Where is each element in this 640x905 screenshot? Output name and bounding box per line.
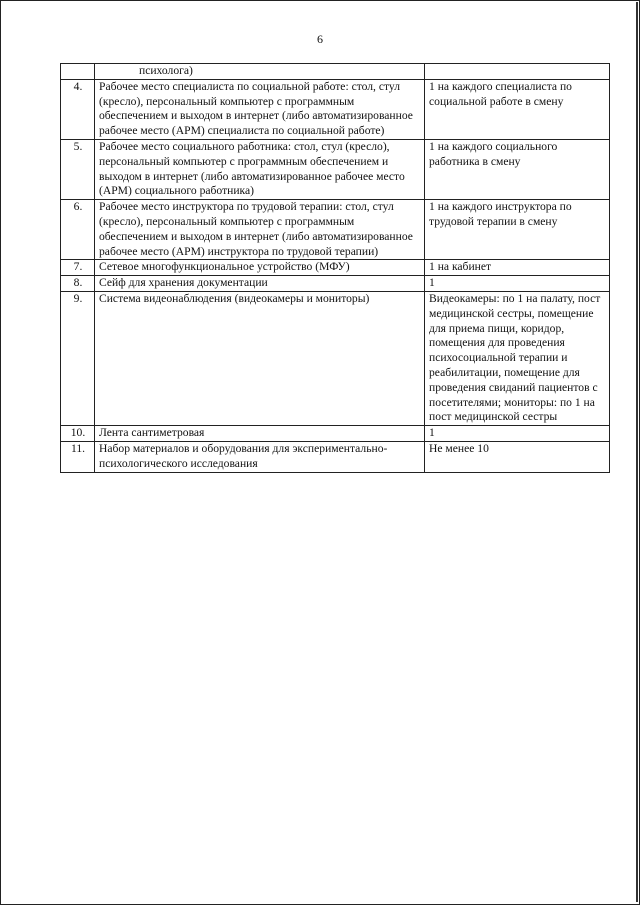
equipment-quantity: 1 на кабинет (425, 260, 610, 276)
equipment-name: Рабочее место специалиста по социальной работе: стол, стул (кресло), персональный компьютер с программным обеспечением и выходом в интернет (либо автоматизированное рабочее место (АРМ) специалиста по социальной работе) (95, 79, 425, 139)
equipment-name: Сетевое многофункциональное устройство (МФУ) (95, 260, 425, 276)
equipment-name-continuation: психолога) (139, 64, 193, 77)
table-row (61, 79, 610, 139)
row-number: 6. (61, 200, 95, 260)
equipment-quantity: 1 (425, 426, 610, 442)
equipment-quantity (425, 64, 610, 80)
equipment-name: Сейф для хранения документации (95, 276, 425, 292)
row-number: 5. (61, 139, 95, 199)
equipment-quantity: Видеокамеры: по 1 на палату, пост медицинской сестры, помещение для приема пищи, коридор, помещения для проведения психосоциальной терапии и реабилитации, помещение для проведения свиданий пациентов с посетителями; мониторы: по 1 на пост медицинской сестры (425, 291, 610, 425)
row-number: 10. (61, 426, 95, 442)
table-row (61, 200, 610, 260)
row-number: 9. (61, 291, 95, 425)
equipment-quantity: 1 (425, 276, 610, 292)
table-row (61, 426, 610, 442)
equipment-name: Рабочее место социального работника: стол, стул (кресло), персональный компьютер с программным обеспечением и выходом в интернет (либо автоматизированное рабочее место (АРМ) социального работника) (95, 139, 425, 199)
equipment-quantity: 1 на каждого инструктора по трудовой терапии в смену (425, 200, 610, 260)
table-row (61, 260, 610, 276)
equipment-name: Набор материалов и оборудования для экспериментально-психологического исследования (95, 441, 425, 472)
equipment-name: Лента сантиметровая (95, 426, 425, 442)
equipment-table (60, 63, 610, 473)
table-row (61, 139, 610, 199)
equipment-name: Рабочее место инструктора по трудовой терапии: стол, стул (кресло), персональный компьютер с программным обеспечением и выходом в интернет (либо автоматизированное рабочее место (АРМ) инструктора по трудовой терапии) (95, 200, 425, 260)
equipment-name (95, 64, 425, 80)
equipment-quantity: Не менее 10 (425, 441, 610, 472)
equipment-quantity: 1 на каждого специалиста по социальной работе в смену (425, 79, 610, 139)
equipment-name: Система видеонаблюдения (видеокамеры и мониторы) (95, 291, 425, 425)
page-number: 6 (317, 32, 323, 46)
row-number: 11. (61, 441, 95, 472)
row-number: 8. (61, 276, 95, 292)
row-number: 7. (61, 260, 95, 276)
table-row (61, 276, 610, 292)
equipment-quantity: 1 на каждого социального работника в смену (425, 139, 610, 199)
table-row (61, 441, 610, 472)
scan-edge-line (636, 2, 638, 902)
table-row (61, 64, 610, 80)
row-number: 4. (61, 79, 95, 139)
table-row (61, 291, 610, 425)
row-number (61, 64, 95, 80)
